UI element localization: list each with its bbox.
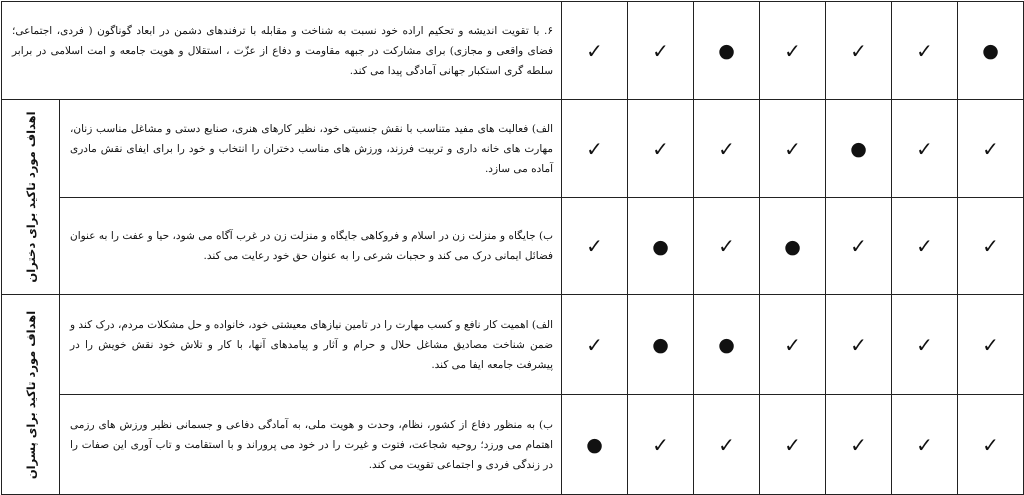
- mark-cell: [562, 198, 628, 295]
- table-row: [2, 100, 1024, 198]
- mark-cell: [892, 198, 958, 295]
- group-label-girls-cell: [2, 100, 60, 295]
- mark-cell: [694, 295, 760, 395]
- mark-cell: [562, 2, 628, 100]
- group-label-boys: اهداف مورد تاکید برای پسران: [23, 310, 38, 479]
- mark-cell: [826, 198, 892, 295]
- mark-symbol: ●: [982, 40, 999, 62]
- table-row: [2, 198, 1024, 295]
- mark-symbol: ●: [586, 434, 603, 456]
- mark-cell: [694, 198, 760, 295]
- mark-symbol: ✓: [652, 432, 669, 457]
- row-description: ۶. با تقویت اندیشه و تحکیم اراده خود نسبت به شناخت و مقابله با ترفندهای دشمن در ابعاد گوناگون ( فردی، اجتماعی؛ فضای واقعی و مجازی) برای مشارکت در جبهه مقاومت و دفاع از عزّت ، استقلال و هویت جامعه و امت اسلامی در برابر سلطه گری استکبار جهانی آمادگی پیدا می کند.: [2, 2, 562, 100]
- group-label-girls: اهداف مورد تاکید برای دختران: [23, 111, 38, 283]
- mark-cell: [694, 2, 760, 100]
- mark-symbol: ✓: [586, 136, 603, 161]
- table-row: [2, 395, 1024, 495]
- mark-symbol: ✓: [718, 432, 735, 457]
- mark-symbol: ✓: [982, 136, 999, 161]
- mark-cell: [958, 2, 1024, 100]
- table-row: [2, 2, 1024, 100]
- mark-symbol: ✓: [586, 332, 603, 357]
- mark-cell: [628, 395, 694, 495]
- mark-symbol: ✓: [586, 38, 603, 63]
- mark-symbol: ✓: [916, 432, 933, 457]
- mark-cell: [826, 2, 892, 100]
- mark-symbol: ✓: [718, 234, 735, 258]
- mark-symbol: ✓: [850, 332, 867, 357]
- mark-cell: [562, 395, 628, 495]
- mark-symbol: ✓: [982, 332, 999, 357]
- mark-symbol: ✓: [916, 234, 933, 258]
- row-description: الف) فعالیت های مفید متناسب با نقش جنسیتی خود، نظیر کارهای هنری، صنایع دستی و مشاغل مناسب زنان، مهارت های خانه داری و تربیت فرزند، ورزش های مناسب دختران را انتخاب و خود را برای ایفای نقش مادری آماده می سازد.: [60, 100, 562, 198]
- mark-cell: [826, 395, 892, 495]
- mark-symbol: ●: [718, 40, 735, 62]
- mark-cell: [562, 100, 628, 198]
- mark-cell: [958, 295, 1024, 395]
- mark-symbol: ✓: [784, 332, 801, 357]
- mark-cell: [760, 295, 826, 395]
- mark-cell: [958, 100, 1024, 198]
- mark-symbol: ✓: [652, 38, 669, 63]
- mark-cell: [760, 395, 826, 495]
- mark-cell: [892, 2, 958, 100]
- mark-symbol: ✓: [916, 38, 933, 63]
- mark-symbol: ✓: [850, 38, 867, 63]
- mark-cell: [562, 295, 628, 395]
- row-description: الف) اهمیت کار نافع و کسب مهارت را در تامین نیازهای معیشتی خود، خانواده و حل مشکلات مردم، درک کند و ضمن شناخت مصادیق مشاغل حلال و حرام و آثار و پیامدهای آنها، با کار و تلاش خود نقش خویش را در پیشرفت جامعه ایفا می کند.: [60, 295, 562, 395]
- mark-symbol: ✓: [718, 136, 735, 161]
- mark-symbol: ●: [652, 235, 669, 258]
- mark-cell: [628, 198, 694, 295]
- mark-cell: [958, 395, 1024, 495]
- table-row: [2, 295, 1024, 395]
- mark-symbol: ✓: [850, 234, 867, 258]
- mark-symbol: ●: [850, 138, 867, 160]
- mark-cell: [892, 100, 958, 198]
- mark-cell: [694, 100, 760, 198]
- mark-cell: [892, 395, 958, 495]
- mark-symbol: ✓: [916, 332, 933, 357]
- mark-symbol: ✓: [982, 234, 999, 258]
- mark-cell: [958, 198, 1024, 295]
- mark-cell: [892, 295, 958, 395]
- mark-cell: [628, 295, 694, 395]
- row-description: ب) به منظور دفاع از کشور، نظام، وحدت و هویت ملی، به آمادگی دفاعی و جسمانی نظیر ورزش های رزمی اهتمام می ورزد؛ روحیه شجاعت، فتوت و غیرت را در خود می پروراند و با استقامت و تاب آوری این صفات را در زندگی فردی و اجتماعی تقویت می کند.: [60, 395, 562, 495]
- mark-symbol: ✓: [784, 136, 801, 161]
- mark-cell: [694, 395, 760, 495]
- mark-cell: [760, 100, 826, 198]
- mark-cell: [760, 2, 826, 100]
- mark-symbol: ✓: [850, 432, 867, 457]
- mark-symbol: ✓: [784, 38, 801, 63]
- mark-symbol: ✓: [982, 432, 999, 457]
- mark-symbol: ✓: [652, 136, 669, 161]
- mark-cell: [760, 198, 826, 295]
- goals-table: [1, 1, 1024, 495]
- mark-symbol: ✓: [784, 432, 801, 457]
- row-description: ب) جایگاه و منزلت زن در اسلام و فروکاهی جایگاه و منزلت زن در غرب آگاه می شود، حیا و عفت را به عنوان فضائل ایمانی درک می کند و حجبات شرعی را به عنوان حق خود رعایت می کند.: [60, 198, 562, 295]
- mark-symbol: ✓: [916, 136, 933, 161]
- mark-symbol: ●: [652, 334, 669, 356]
- mark-cell: [628, 2, 694, 100]
- mark-symbol: ✓: [586, 234, 603, 258]
- mark-cell: [826, 295, 892, 395]
- group-label-boys-cell: [2, 295, 60, 495]
- mark-cell: [826, 100, 892, 198]
- mark-symbol: ●: [718, 334, 735, 356]
- mark-symbol: ●: [784, 235, 801, 258]
- mark-cell: [628, 100, 694, 198]
